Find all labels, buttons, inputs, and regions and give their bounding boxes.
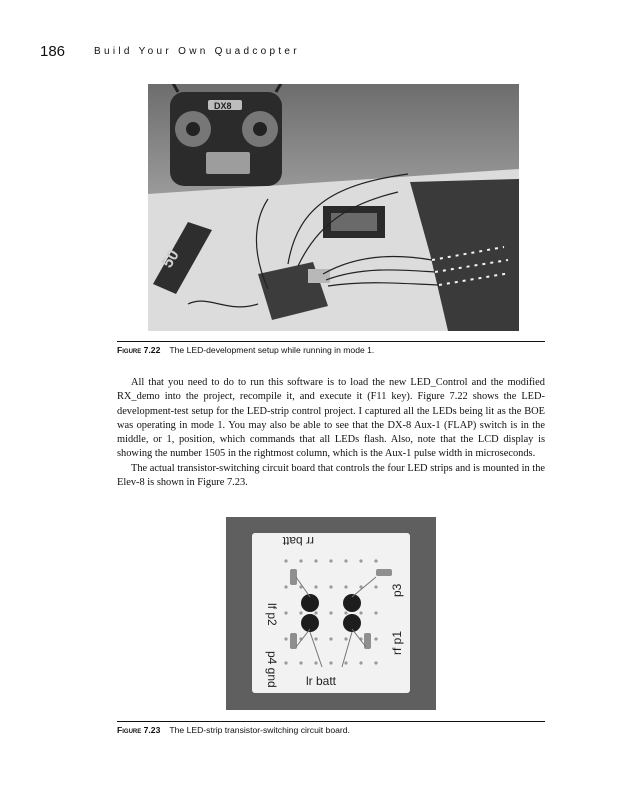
- body-text: [117, 376, 545, 490]
- board-label-right-lower: rf p1: [390, 630, 404, 655]
- figure-2-label: Figure 7.23: [117, 725, 161, 735]
- paragraph-1: All that you need to do to run this software is to load the new LED_Control and the modified RX_demo into the project, recompile it, and execute it (F11 key). Figure 7.22 shows the LED-development-test setup for the LED-strip control project. I captured all the LEDs being lit as the BOE was operating in mode 1. You may also be able to see that the DX-8 Aux-1 (FLAP) switch is in the middle, or 1, position, which commands that all LEDs flash. Also, note that the LCD display is showing the number 1505 in the rightmost column, which is the Aux-1 pulse width in microseconds.: [117, 377, 545, 460]
- figure-1-label: Figure 7.22: [117, 345, 161, 355]
- led-development-setup-photo: [148, 84, 519, 331]
- board-label-left-upper: lf p2: [265, 603, 279, 626]
- page-number: 186: [40, 43, 66, 60]
- led-setup-illustration: [148, 84, 519, 331]
- paragraph-2: The actual transistor-switching circuit board that controls the four LED strips and is mounted in the Elev-8 is shown in Figure 7.23.: [117, 462, 545, 489]
- transistor-circuit-board-photo: [226, 517, 436, 710]
- board-label-top: rr batt: [282, 534, 314, 548]
- figure-1-caption-text: The LED-development setup while running in mode 1.: [169, 345, 375, 355]
- figure-2-caption-text: The LED-strip transistor-switching circuit board.: [169, 725, 350, 735]
- figure-2-caption-rule: [117, 721, 545, 722]
- book-title: Build Your Own Quadcopter: [94, 46, 300, 57]
- figure-2-caption: [117, 725, 350, 735]
- figure-1-caption: [117, 345, 374, 355]
- circuit-board-illustration: [226, 517, 436, 710]
- board-label-right-upper: p3: [390, 583, 404, 597]
- battery-label-text: 50: [158, 247, 183, 272]
- board-label-left-lower: p4 gnd: [265, 651, 279, 688]
- board-label-bottom: lr batt: [306, 674, 337, 688]
- figure-1-caption-rule: [117, 341, 545, 342]
- transmitter-brand-text: DX8: [214, 101, 232, 111]
